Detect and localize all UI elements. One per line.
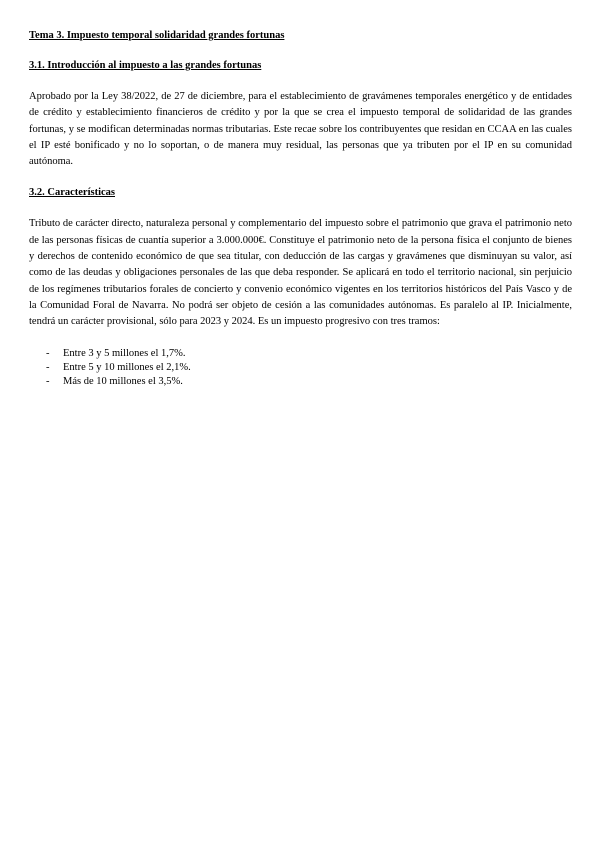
document-body	[29, 29, 572, 389]
section-paragraph: Aprobado por la Ley 38/2022, de 27 de diciembre, para el establecimiento de gravámenes temporales energético y de entidades de crédito y establecimiento financieros de crédito y por la que se crea el impuesto temporal de solidaridad de las grandes fortunas, y se modifican determinadas normas tributarias. Este recae sobre los contribuyentes que residan en CCAA en las cuales el IP esté bonificado y no lo soportan, o de manera muy residual, las personas que ya tributen por el IP en su comunidad autónoma.	[29, 91, 572, 168]
bullet-marker: -	[46, 375, 50, 387]
section-heading: 3.1. Introducción al impuesto a las grandes fortunas	[29, 60, 262, 71]
section-paragraph: Tributo de carácter directo, naturaleza personal y complementario del impuesto sobre el patrimonio que grava el patrimonio neto de las personas físicas de cuantía superior a 3.000.000€. Constituye el patrimonio neto de la persona física el conjunto de bienes y derechos de contenido económico de que sea titular, con deducción de las cargas y gravámenes que disminuyan su valor, así como de las deudas y obligaciones personales de las que deba responder. Se aplicará en todo el territorio nacional, sin perjuicio de los regímenes tributarios forales de concierto y convenio económico vigentes en los territorios históricos del País Vasco y de la Comunidad Foral de Navarra. No podrá ser objeto de cesión a las comunidades autónomas. Es paralelo al IP. Inicialmente, tendrá un carácter provisional, sólo para 2023 y 2024. Es un impuesto progresivo con tres tramos:	[29, 218, 572, 328]
bullet-marker: -	[46, 347, 50, 359]
section-caracteristicas	[29, 186, 572, 388]
list-item	[29, 361, 572, 375]
document-title: Tema 3. Impuesto temporal solidaridad grandes fortunas	[29, 30, 285, 41]
list-item-text: Entre 3 y 5 millones el 1,7%.	[63, 347, 186, 359]
list-item-text: Más de 10 millones el 3,5%.	[63, 375, 183, 387]
bullet-marker: -	[46, 361, 50, 373]
list-item	[29, 375, 572, 389]
section-introduccion	[29, 59, 572, 170]
list-item-text: Entre 5 y 10 millones el 2,1%.	[63, 361, 191, 373]
list-item	[29, 347, 572, 361]
tax-brackets-list	[29, 347, 572, 389]
section-heading: 3.2. Características	[29, 187, 116, 199]
